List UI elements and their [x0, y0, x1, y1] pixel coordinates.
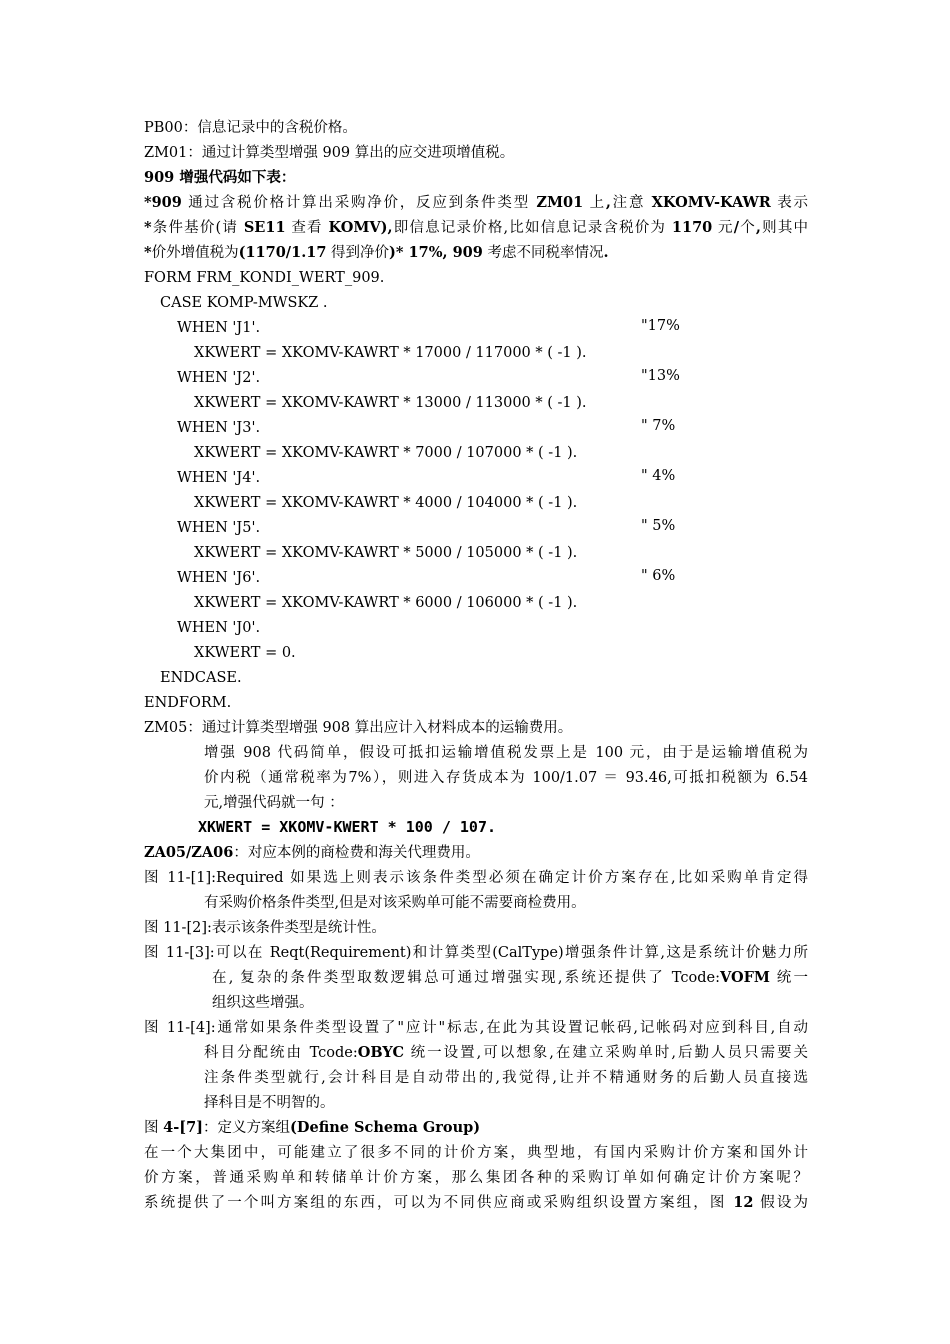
pb00-line: PB00：信息记录中的含税价格。 [144, 120, 357, 136]
zm05-line-1: 增强 908 代码简单，假设可抵扣运输增值税发票上是 100 元，由于是运输增值税为 [204, 745, 808, 761]
code-when-j6: WHEN 'J6'. [177, 570, 261, 586]
code-stmt-j3: XKWERT = XKOMV-KAWRT * 7000 / 107000 * ( -1 ). [194, 445, 578, 461]
fig1-line-2: 有采购价格条件类型,但是对该采购单可能不需要商检费用。 [204, 895, 586, 911]
code-when-j3: WHEN 'J3'. [177, 420, 261, 436]
code-when-j5: WHEN 'J5'. [177, 520, 261, 536]
code-rate-j4: " 4% [641, 468, 676, 484]
para-line-2: 价方案，普通采购单和转储单计价方案，那么集团各种的采购订单如何确定计价方案呢？ [144, 1170, 808, 1186]
fig4-line-3: 注条件类型就行,会计科目是自动带出的,我觉得,让并不精通财务的后勤人员直接选 [204, 1070, 808, 1086]
code-rate-j3: " 7% [641, 418, 676, 434]
code-endform-line: ENDFORM. [144, 695, 232, 711]
fig3-line-1: 图 11-[3]:可以在 Reqt(Requirement)和计算类型(CalType)增强条件计算,这是系统计价魅力所 [144, 945, 808, 961]
zm01-line: ZM01：通过计算类型增强 909 算出的应交进项增值税。 [144, 145, 515, 161]
para-line-3: 系统提供了一个叫方案组的东西，可以为不同供应商或采购组织设置方案组，图 12 假设为 [144, 1194, 809, 1211]
code-when-j1: WHEN 'J1'. [177, 320, 261, 336]
comment-line-2: *条件基价(请 SE11 查看 KOMV),即信息记录价格,比如信息记录含税价为 1170 元/个,则其中 [144, 219, 809, 236]
za05-line: ZA05/ZA06：对应本例的商检费和海关代理费用。 [144, 844, 480, 861]
code-rate-j5: " 5% [641, 518, 676, 534]
code-stmt-j5: XKWERT = XKOMV-KAWRT * 5000 / 105000 * ( -1 ). [194, 545, 578, 561]
zm05-title: ZM05：通过计算类型增强 908 算出应计入材料成本的运输费用。 [144, 720, 573, 736]
code-when-j0: WHEN 'J0'. [177, 620, 261, 636]
code-case-line: CASE KOMP-MWSKZ . [160, 295, 328, 311]
fig47-heading: 图 4-[7]：定义方案组(Define Schema Group) [144, 1119, 481, 1136]
zm05-code-line: XKWERT = XKOMV-KWERT * 100 / 107. [198, 818, 497, 836]
zm05-line-3: 元,增强代码就一句 ： [204, 795, 344, 811]
code-stmt-j1: XKWERT = XKOMV-KAWRT * 17000 / 117000 * ( -1 ). [194, 345, 587, 361]
code-rate-j1: "17% [641, 318, 680, 334]
fig4-line-1: 图 11-[4]:通常如果条件类型设置了"应计"标志,在此为其设置记帐码,记帐码对应到科目,自动 [144, 1020, 808, 1036]
code-stmt-j0: XKWERT = 0. [194, 645, 296, 661]
fig3-line-2: 在, 复杂的条件类型取数逻辑总可通过增强实现,系统还提供了 Tcode:VOFM 统一 [212, 969, 808, 986]
code-stmt-j4: XKWERT = XKOMV-KAWRT * 4000 / 104000 * ( -1 ). [194, 495, 578, 511]
para-line-1: 在一个大集团中，可能建立了很多不同的计价方案，典型地，有国内采购计价方案和国外计 [144, 1145, 808, 1161]
comment-line-1: *909 通过含税价格计算出采购净价，反应到条件类型 ZM01 上,注意 XKOMV-KAWR 表示 [144, 194, 809, 211]
code-when-j2: WHEN 'J2'. [177, 370, 261, 386]
code-when-j4: WHEN 'J4'. [177, 470, 261, 486]
code-stmt-j2: XKWERT = XKOMV-KAWRT * 13000 / 113000 * ( -1 ). [194, 395, 587, 411]
code-title: 909 增强代码如下表： [144, 169, 296, 186]
code-endcase-line: ENDCASE. [160, 670, 242, 686]
fig4-line-2: 科目分配统由 Tcode:OBYC 统一设置,可以想象,在建立采购单时,后勤人员只需要关 [204, 1044, 808, 1061]
fig1-line-1: 图 11-[1]:Required 如果选上则表示该条件类型必须在确定计价方案存在,比如采购单肯定得 [144, 870, 808, 886]
code-rate-j2: "13% [641, 368, 680, 384]
code-form-line: FORM FRM_KONDI_WERT_909. [144, 270, 385, 286]
code-stmt-j6: XKWERT = XKOMV-KAWRT * 6000 / 106000 * ( -1 ). [194, 595, 578, 611]
fig2-line: 图 11-[2]:表示该条件类型是统计性。 [144, 920, 386, 936]
comment-line-3: *价外增值税为(1170/1.17 得到净价)* 17%, 909 考虑不同税率情况. [144, 244, 609, 261]
zm05-line-2: 价内税（通常税率为7%），则进入存货成本为 100/1.07 ＝ 93.46,可抵扣税额为 6.54 [204, 770, 808, 786]
fig3-line-3: 组织这些增强。 [212, 995, 314, 1011]
fig4-line-4: 择科目是不明智的。 [204, 1095, 335, 1111]
code-rate-j6: " 6% [641, 568, 676, 584]
